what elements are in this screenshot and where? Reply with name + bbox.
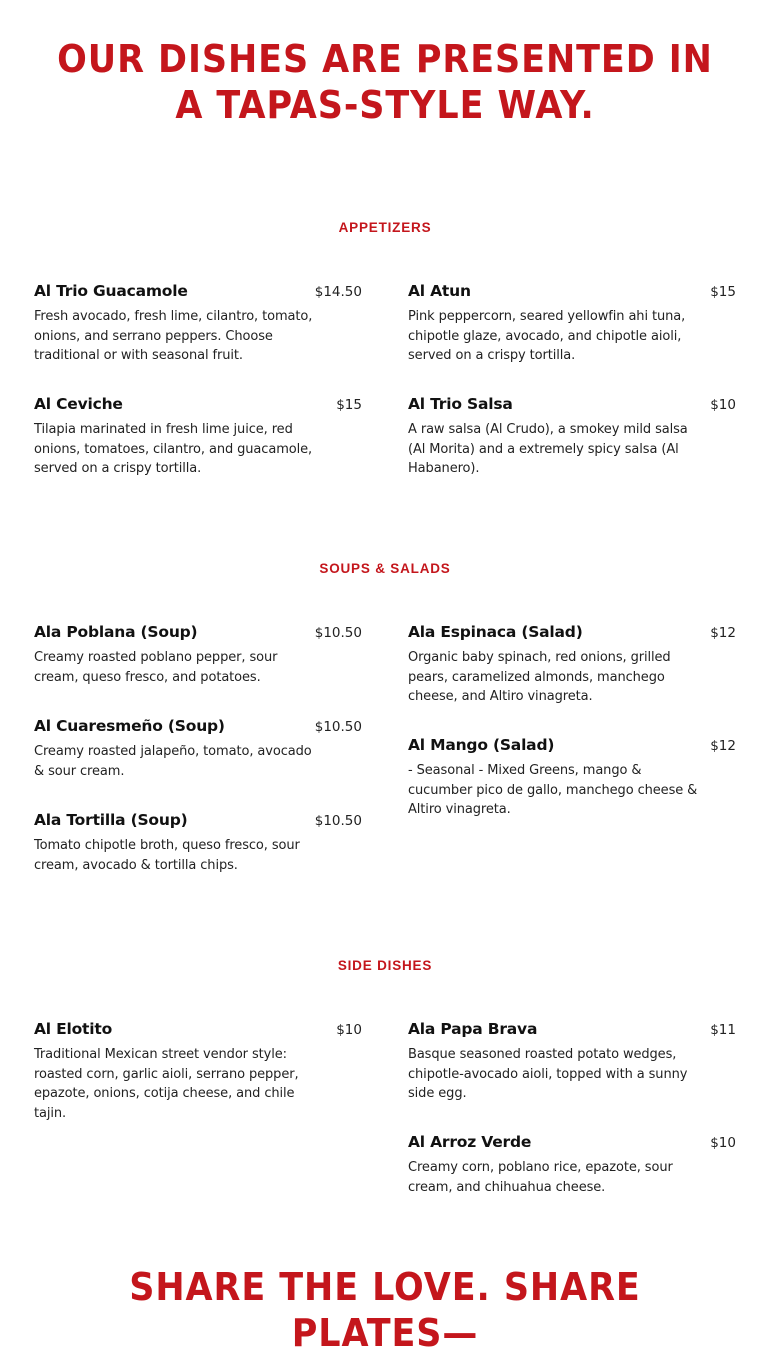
- menu-item: [34, 811, 362, 875]
- item-price: $10.50: [314, 625, 362, 641]
- menu-item: [34, 395, 362, 479]
- item-description: Tomato chipotle broth, queso fresco, sour cream, avocado & tortilla chips.: [34, 838, 300, 873]
- item-description: Creamy roasted poblano pepper, sour cream, queso fresco, and potatoes.: [34, 650, 278, 685]
- item-description: Creamy roasted jalapeño, tomato, avocado & sour cream.: [34, 744, 312, 779]
- page-headline: OUR DISHES ARE PRESENTED IN A TAPAS-STYLE WAY.: [57, 37, 713, 127]
- item-price: $12: [710, 738, 736, 754]
- item-name: Al Cuaresmeño (Soup): [34, 717, 225, 735]
- menu-item: [408, 282, 736, 366]
- item-price: $12: [710, 625, 736, 641]
- item-name: Ala Poblana (Soup): [34, 623, 198, 641]
- item-name: Ala Tortilla (Soup): [34, 811, 188, 829]
- item-price: $15: [710, 284, 736, 300]
- menu-item: [34, 282, 362, 366]
- item-name: Al Arroz Verde: [408, 1133, 532, 1151]
- item-description: A raw salsa (Al Crudo), a smokey mild salsa (Al Morita) and a extremely spicy salsa (Al Habanero).: [408, 422, 688, 476]
- menu-item: [34, 1020, 362, 1123]
- item-price: $10: [710, 397, 736, 413]
- menu-item: [408, 1020, 736, 1104]
- item-description: - Seasonal - Mixed Greens, mango & cucumber pico de gallo, manchego cheese & Altiro vinagreta.: [408, 763, 698, 817]
- item-name: Al Trio Guacamole: [34, 282, 188, 300]
- item-name: Ala Espinaca (Salad): [408, 623, 583, 641]
- item-price: $10: [336, 1022, 362, 1038]
- menu-item: [408, 395, 736, 479]
- footer-headline: SHARE THE LOVE. SHARE PLATES—: [129, 1265, 641, 1355]
- item-description: Organic baby spinach, red onions, grilled pears, caramelized almonds, manchego cheese, and Altiro vinagreta.: [408, 650, 671, 704]
- section-title-appetizers: APPETIZERS: [338, 220, 432, 235]
- item-name: Al Atun: [408, 282, 471, 300]
- item-name: Al Trio Salsa: [408, 395, 513, 413]
- item-price: $15: [336, 397, 362, 413]
- item-price: $14.50: [314, 284, 362, 300]
- menu-item: [408, 736, 736, 820]
- item-price: $10.50: [314, 719, 362, 735]
- item-description: Creamy corn, poblano rice, epazote, sour cream, and chihuahua cheese.: [408, 1160, 673, 1195]
- section-title-side-dishes: SIDE DISHES: [337, 958, 433, 973]
- item-description: Basque seasoned roasted potato wedges, chipotle-avocado aioli, topped with a sunny side egg.: [408, 1047, 688, 1101]
- item-name: Al Elotito: [34, 1020, 113, 1038]
- item-price: $11: [710, 1022, 736, 1038]
- menu-item: [34, 717, 362, 781]
- menu-item: [408, 623, 736, 707]
- item-description: Traditional Mexican street vendor style: roasted corn, garlic aioli, serrano pepper, epazote, onions, cotija cheese, and chile tajin.: [34, 1047, 299, 1121]
- item-description: Tilapia marinated in fresh lime juice, red onions, tomatoes, cilantro, and guacamole, served on a crispy tortilla.: [34, 422, 313, 476]
- item-description: Fresh avocado, fresh lime, cilantro, tomato, onions, and serrano peppers. Choose traditional or with seasonal fruit.: [34, 309, 313, 363]
- menu-item: [408, 1133, 736, 1197]
- item-name: Al Ceviche: [34, 395, 123, 413]
- item-name: Ala Papa Brava: [408, 1020, 538, 1038]
- item-price: $10: [710, 1135, 736, 1151]
- item-name: Al Mango (Salad): [408, 736, 555, 754]
- item-price: $10.50: [314, 813, 362, 829]
- menu-item: [34, 623, 362, 687]
- section-title-soups-salads: SOUPS & SALADS: [319, 561, 451, 576]
- item-description: Pink peppercorn, seared yellowfin ahi tuna, chipotle glaze, avocado, and chipotle aioli, served on a crispy tortilla.: [408, 309, 686, 363]
